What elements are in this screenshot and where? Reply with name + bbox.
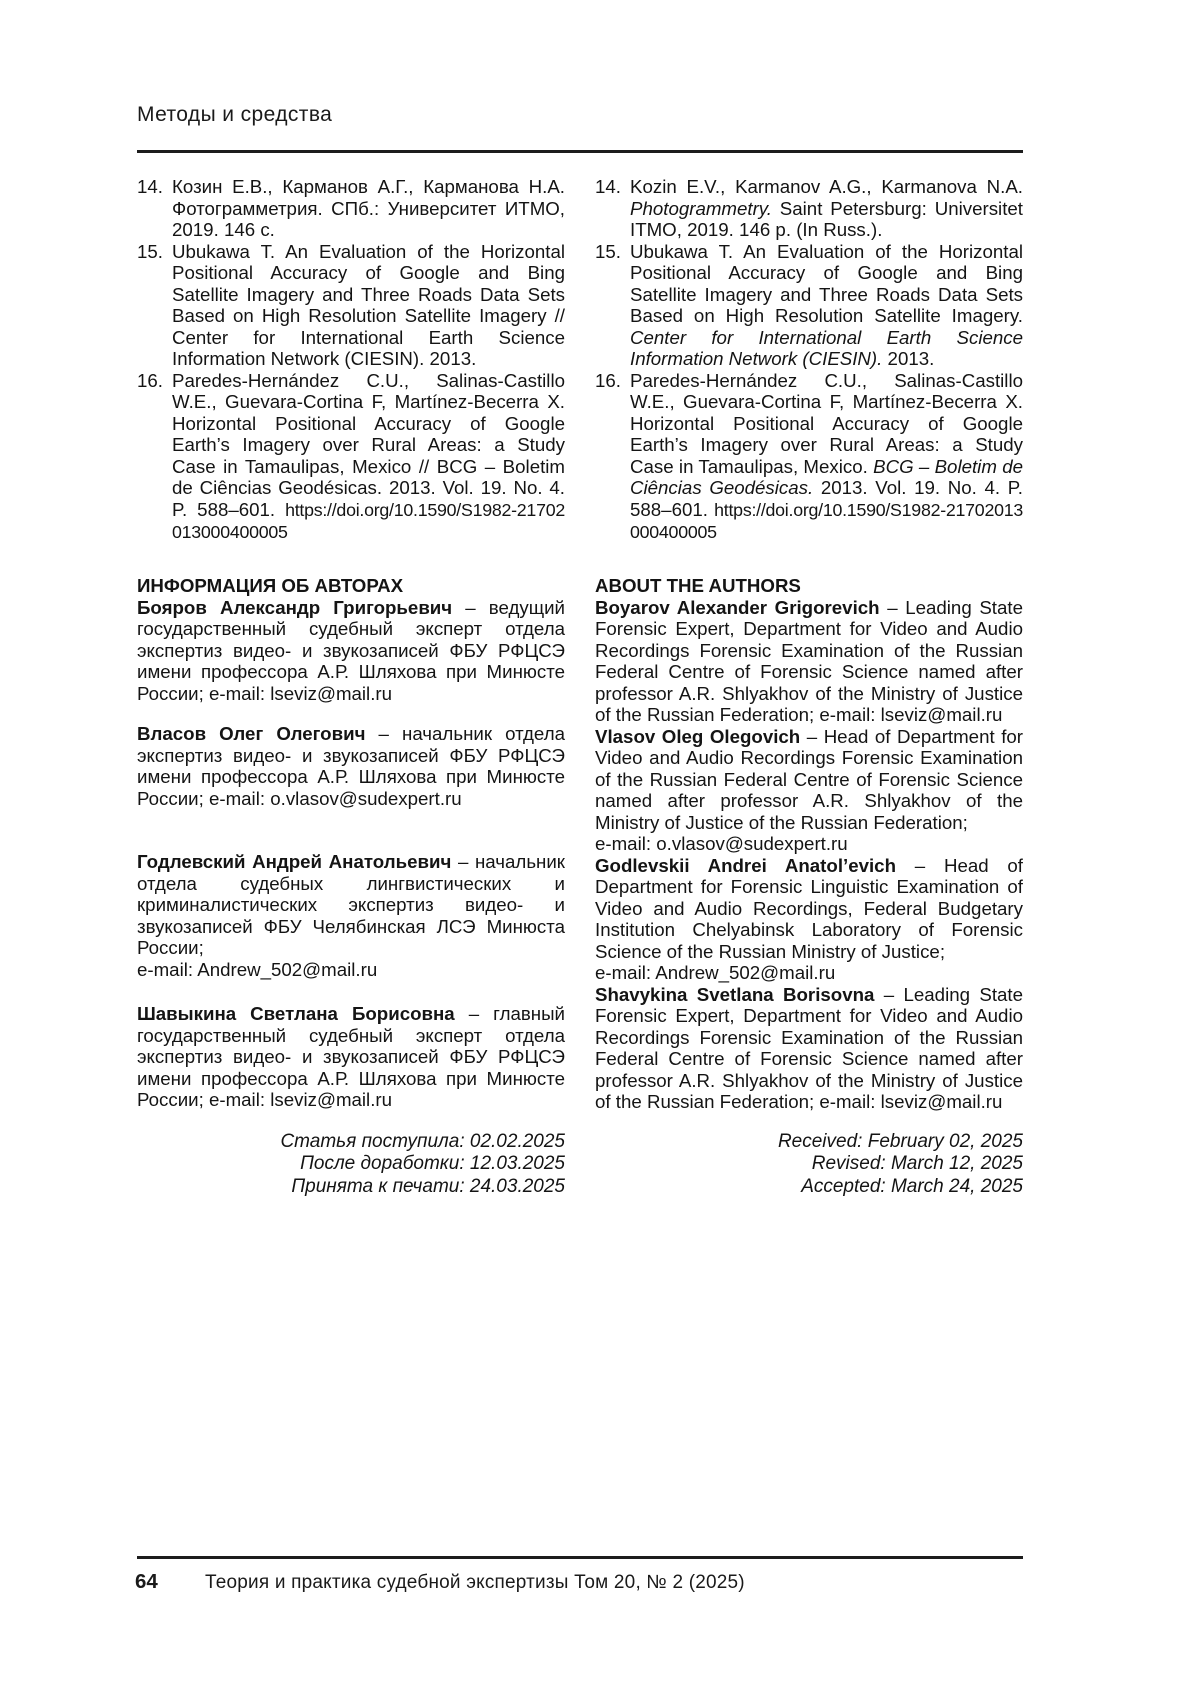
reference-item bbox=[595, 176, 1023, 241]
author-entry: Boyarov Alexander Grigorevich – Leading State Forensic Expert, Department for Video and Audio Recordings Forensic Examination of the Russian Federal Centre of Forensic Science named after professor A.R. Shlyakhov of the Ministry of Justice of the Russian Federation; e-mail: lseviz@mail.ru bbox=[595, 596, 1023, 725]
reference-text: Kozin E.V., Karmanov A.G., Karmanova N.A. Photogrammetry. Saint Petersburg: Universitet ITMO, 2019. 146 p. (In Russ.). bbox=[630, 176, 1023, 240]
dates-section bbox=[137, 1131, 1023, 1198]
author-entry: Шавыкина Светлана Борисовна – главный государственный судебный эксперт отдела экспертиз видео- и звукозаписей ФБУ РФЦСЭ имени профессора А.Р. Шляхова при Минюсте России; e-mail: lseviz@mail.ru bbox=[137, 1003, 565, 1110]
authors-section bbox=[137, 575, 1023, 1113]
author-entry: Godlevskii Andrei Anatol’evich – Head of Department for Forensic Linguistic Examination of Video and Audio Recordings, Federal Budgetary Institution Chelyabinsk Laboratory of Forensic Science of the Russian Ministry of Justice; e-mail: Andrew_502@mail.ru bbox=[595, 854, 1024, 983]
date-line: Accepted: March 24, 2025 bbox=[801, 1175, 1023, 1197]
author-entry: Бояров Александр Григорьевич – ведущий государственный судебный эксперт отдела экспертиз видео- и звукозаписей ФБУ РФЦСЭ имени профессора А.Р. Шляхова при Минюсте России; e-mail: lseviz@mail.ru bbox=[137, 596, 565, 704]
reference-number: 14. bbox=[595, 176, 621, 197]
references-ru-column bbox=[137, 176, 565, 544]
date-line: После доработки: 12.03.2025 bbox=[300, 1153, 565, 1175]
authors-en-heading: ABOUT THE AUTHORS bbox=[595, 575, 801, 596]
dates-ru bbox=[137, 1131, 565, 1198]
footer-rule bbox=[137, 1556, 1023, 1559]
reference-number: 14. bbox=[137, 176, 163, 197]
reference-item bbox=[137, 241, 565, 370]
authors-ru-heading: ИНФОРМАЦИЯ ОБ АВТОРАХ bbox=[137, 575, 404, 596]
reference-number: 15. bbox=[137, 240, 163, 262]
reference-item bbox=[137, 176, 565, 241]
reference-item bbox=[595, 241, 1023, 370]
authors-ru-column bbox=[137, 575, 565, 1113]
reference-text: Ubukawa T. An Evaluation of the Horizontal Positional Accuracy of Google and Bing Satellite Imagery and Three Roads Data Sets Based on High Resolution Satellite Imagery // Center for International Earth Science Information Network (CIESIN). 2013. bbox=[172, 240, 565, 369]
reference-number: 16. bbox=[595, 369, 621, 391]
authors-ru-entries bbox=[137, 597, 565, 1111]
reference-number: 16. bbox=[137, 369, 163, 391]
reference-text: Paredes-Hernández C.U., Salinas-Castillo W.E., Guevara-Cortina F, Martínez-Becerra X. Horizontal Positional Accuracy of Google Earth’s Imagery over Rural Areas: a Study Case in Tamaulipas, Mexico. BCG – Boletim de Ciências Geodésicas. 2013. Vol. 19. No. 4. P. 588–601. https://doi.org/10.1590/S1982-21702013000400005 bbox=[630, 369, 1023, 542]
author-entry: Власов Олег Олегович – начальник отдела экспертиз видео- и звукозаписей ФБУ РФЦСЭ имени профессора А.Р. Шляхова при Минюсте России; e-mail: o.vlasov@sudexpert.ru bbox=[137, 723, 565, 809]
author-entry: Shavykina Svetlana Borisovna – Leading State Forensic Expert, Department for Video and Audio Recordings Forensic Examination of the Russian Federal Centre of Forensic Science named after professor A.R. Shlyakhov of the Ministry of Justice of the Russian Federation; e-mail: lseviz@mail.ru bbox=[595, 983, 1023, 1112]
authors-en-column bbox=[595, 575, 1023, 1113]
references-en-column bbox=[595, 176, 1023, 544]
reference-item bbox=[137, 370, 565, 544]
page-number: 64 bbox=[135, 1570, 158, 1593]
date-line: Revised: March 12, 2025 bbox=[811, 1153, 1023, 1175]
authors-en-entries bbox=[595, 597, 1023, 1113]
reference-number: 15. bbox=[595, 240, 621, 262]
reference-item bbox=[595, 370, 1023, 544]
running-head: Методы и средства bbox=[137, 103, 333, 126]
references-section bbox=[137, 176, 1023, 544]
date-line: Принята к печати: 24.03.2025 bbox=[291, 1175, 565, 1197]
author-entry: Vlasov Oleg Olegovich – Head of Department for Video and Audio Recordings Forensic Examination of the Russian Federal Centre of Forensic Science named after professor A.R. Shlyakhov of the Ministry of Justice of the Russian Federation; e-mail: o.vlasov@sudexpert.ru bbox=[595, 725, 1024, 854]
footer-journal-title: Теория и практика судебной экспертизы Том 20, № 2 (2025) bbox=[205, 1572, 745, 1593]
author-entry: Годлевский Андрей Анатольевич – начальник отдела судебных лингвистических и криминалистических экспертиз видео- и звукозаписей ФБУ Челябинская ЛСЭ Минюста России; e-mail: Andrew_502@mail.ru bbox=[137, 851, 565, 980]
dates-en bbox=[595, 1131, 1023, 1198]
reference-text: Ubukawa T. An Evaluation of the Horizontal Positional Accuracy of Google and Bing Satellite Imagery and Three Roads Data Sets Based on High Resolution Satellite Imagery. Center for International Earth Science Information Network (CIESIN). 2013. bbox=[630, 240, 1023, 369]
date-line: Received: February 02, 2025 bbox=[777, 1131, 1023, 1152]
reference-text: Козин Е.В., Карманов А.Г., Карманова Н.А. Фотограмметрия. СПб.: Университет ИТМО, 2019. 146 с. bbox=[172, 176, 565, 240]
date-line: Статья поступила: 02.02.2025 bbox=[280, 1131, 565, 1152]
reference-text: Paredes-Hernández C.U., Salinas-Castillo W.E., Guevara-Cortina F, Martínez-Becerra X. Horizontal Positional Accuracy of Google Earth’s Imagery over Rural Areas: a Study Case in Tamaulipas, Mexico // BCG – Boletim de Ciências Geodésicas. 2013. Vol. 19. No. 4. P. 588–601. https://doi.org/10.1590/S1982-21702013000400005 bbox=[172, 369, 565, 542]
header-rule bbox=[137, 150, 1023, 153]
